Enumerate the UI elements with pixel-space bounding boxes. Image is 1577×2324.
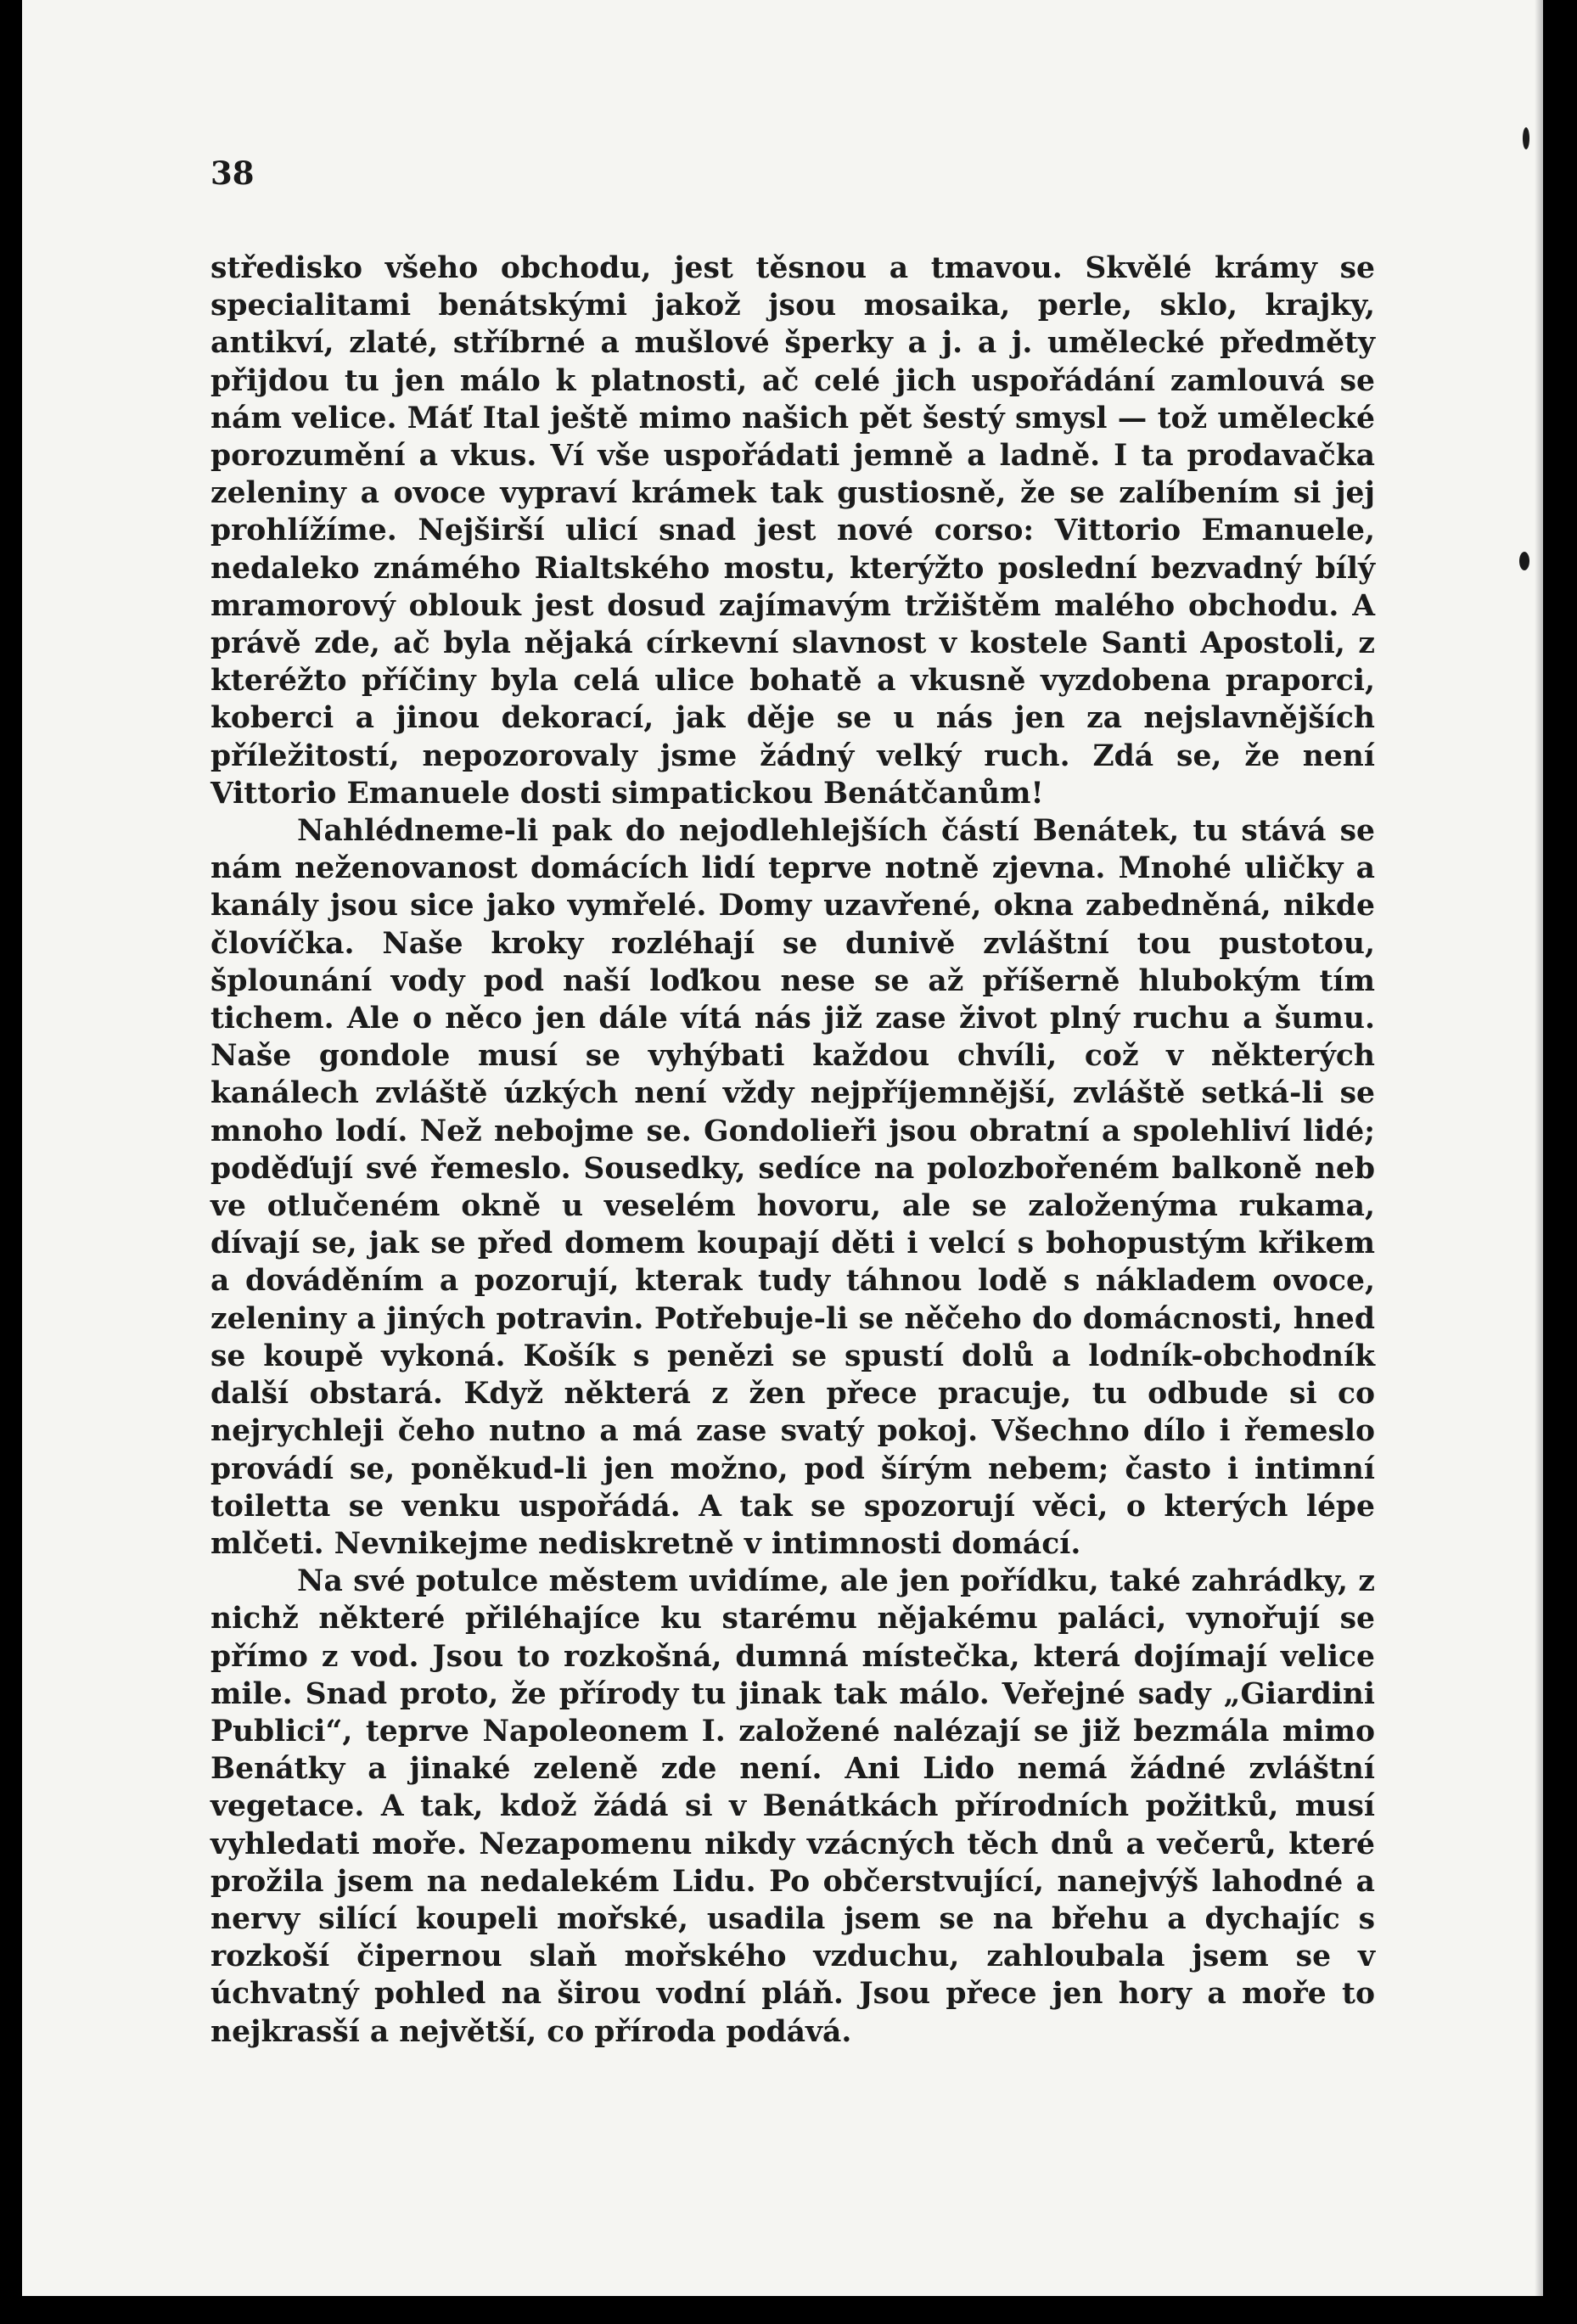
ink-smudge bbox=[1523, 127, 1529, 149]
paragraph-2: Nahlédneme-li pak do nejodlehlejších částí Benátek, tu stává se nám neženovanost domácích lidí teprve notně zjevna. Mnohé uličky a kanály jsou sice jako vymřelé. Domy uzavřené, okna zabedněná, nikde človíčka. Naše kroky rozléhají se dunivě zvláštní tou pustotou, šplounání vody pod naší loďkou nese se až příšerně hlubokým tím tichem. Ale o něco jen dále vítá nás již zase život plný ruchu a šumu. Naše gondole musí se vyhýbati každou chvíli, což v některých kanálech zvláště úzkých není vždy nejpříjemnější, zvláště setká-li se mnoho lodí. Než nebojme se. Gondolieři jsou obratní a spolehliví lidé; poděďují své řemeslo. Sousedky, sedíce na polozbořeném balkoně neb ve otlučeném okně u veselém hovoru, ale se založenýma rukama, dívají se, jak se před domem koupají děti i velcí s bohopustým křikem a dováděním a pozorují, kterak tudy táhnou lodě s nákladem ovoce, zeleniny a jiných potravin. Potřebuje-li se něčeho do domácnosti, hned se koupě vykoná. Košík s penězi se spustí dolů a lodník-obchodník další obstará. Když některá z žen přece pracuje, tu odbude si co nejrychleji čeho nutno a má zase svatý pokoj. Všechno dílo i řemeslo provádí se, poněkud-li jen možno, pod šírým nebem; často i intimní toiletta se venku uspořádá. A tak se spozorují věci, o kterých lépe mlčeti. Nevnikejme nediskretně v intimnosti domácí. bbox=[210, 814, 1375, 1561]
paragraph-3: Na své potulce městem uvidíme, ale jen pořídku, také zahrádky, z nichž některé přiléhajíce ku starému nějakému paláci, vynořují se přímo z vod. Jsou to rozkošná, dumná místečka, která dojímají velice mile. Snad proto, že přírody tu jinak tak málo. Veřejné sady „Giardini Publici“, teprve Napoleonem I. založené nalézají se již bezmála mimo Benátky a jinaké zeleně zde není. Ani Lido nemá žádné zvláštní vegetace. A tak, kdož žádá si v Benátkách přírodních požitků, musí vyhledati moře. Nezapomenu nikdy vzácných těch dnů a večerů, které prožila jsem na nedalekém Lidu. Po občerstvující, nanejvýš lahodné a nervy silící koupeli mořské, usadila jsem se na břehu a dychajíc s rozkoší čipernou slaň mořského vzduchu, zahloubala jsem se v úchvatný pohled na širou vodní pláň. Jsou přece jen hory a moře to nejkrasší a největší, co příroda podává. bbox=[210, 1564, 1375, 2049]
page-edge-shadow bbox=[1535, 0, 1543, 2296]
book-page bbox=[22, 0, 1543, 2296]
paragraph-1: středisko všeho obchodu, jest těsnou a tmavou. Skvělé krámy se specialitami benátskými jakož jsou mosaika, perle, sklo, krajky, antikví, zlaté, stříbrné a mušlové šperky a j. a j. umělecké předměty přijdou tu jen málo k platnosti, ač celé jich uspořádání zamlouvá se nám velice. Máť Ital ještě mimo našich pět šestý smysl — tož umělecké porozumění a vkus. Ví vše uspořádati jemně a ladně. I ta prodavačka zeleniny a ovoce vypraví krámek tak gustiosně, že se zalíbením si jej prohlížíme. Nejširší ulicí snad jest nové corso: Vittorio Emanuele, nedaleko známého Rialtského mostu, kterýžto poslední bezvadný bílý mramorový oblouk jest dosud zajímavým tržištěm malého obchodu. A právě zde, ač byla nějaká církevní slavnost v kostele Santi Apostoli, z kteréžto příčiny byla celá ulice bohatě a vkusně vyzdobena praporci, koberci a jinou dekorací, jak děje se u nás jen za nejslavnějších příležitostí, nepozorovaly jsme žádný velký ruch. Zdá se, že není Vittorio Emanuele dosti simpatickou Benátčanům! bbox=[210, 251, 1375, 811]
page-number: 38 bbox=[210, 154, 255, 192]
body-text bbox=[210, 250, 1375, 2051]
ink-smudge bbox=[1519, 552, 1529, 570]
